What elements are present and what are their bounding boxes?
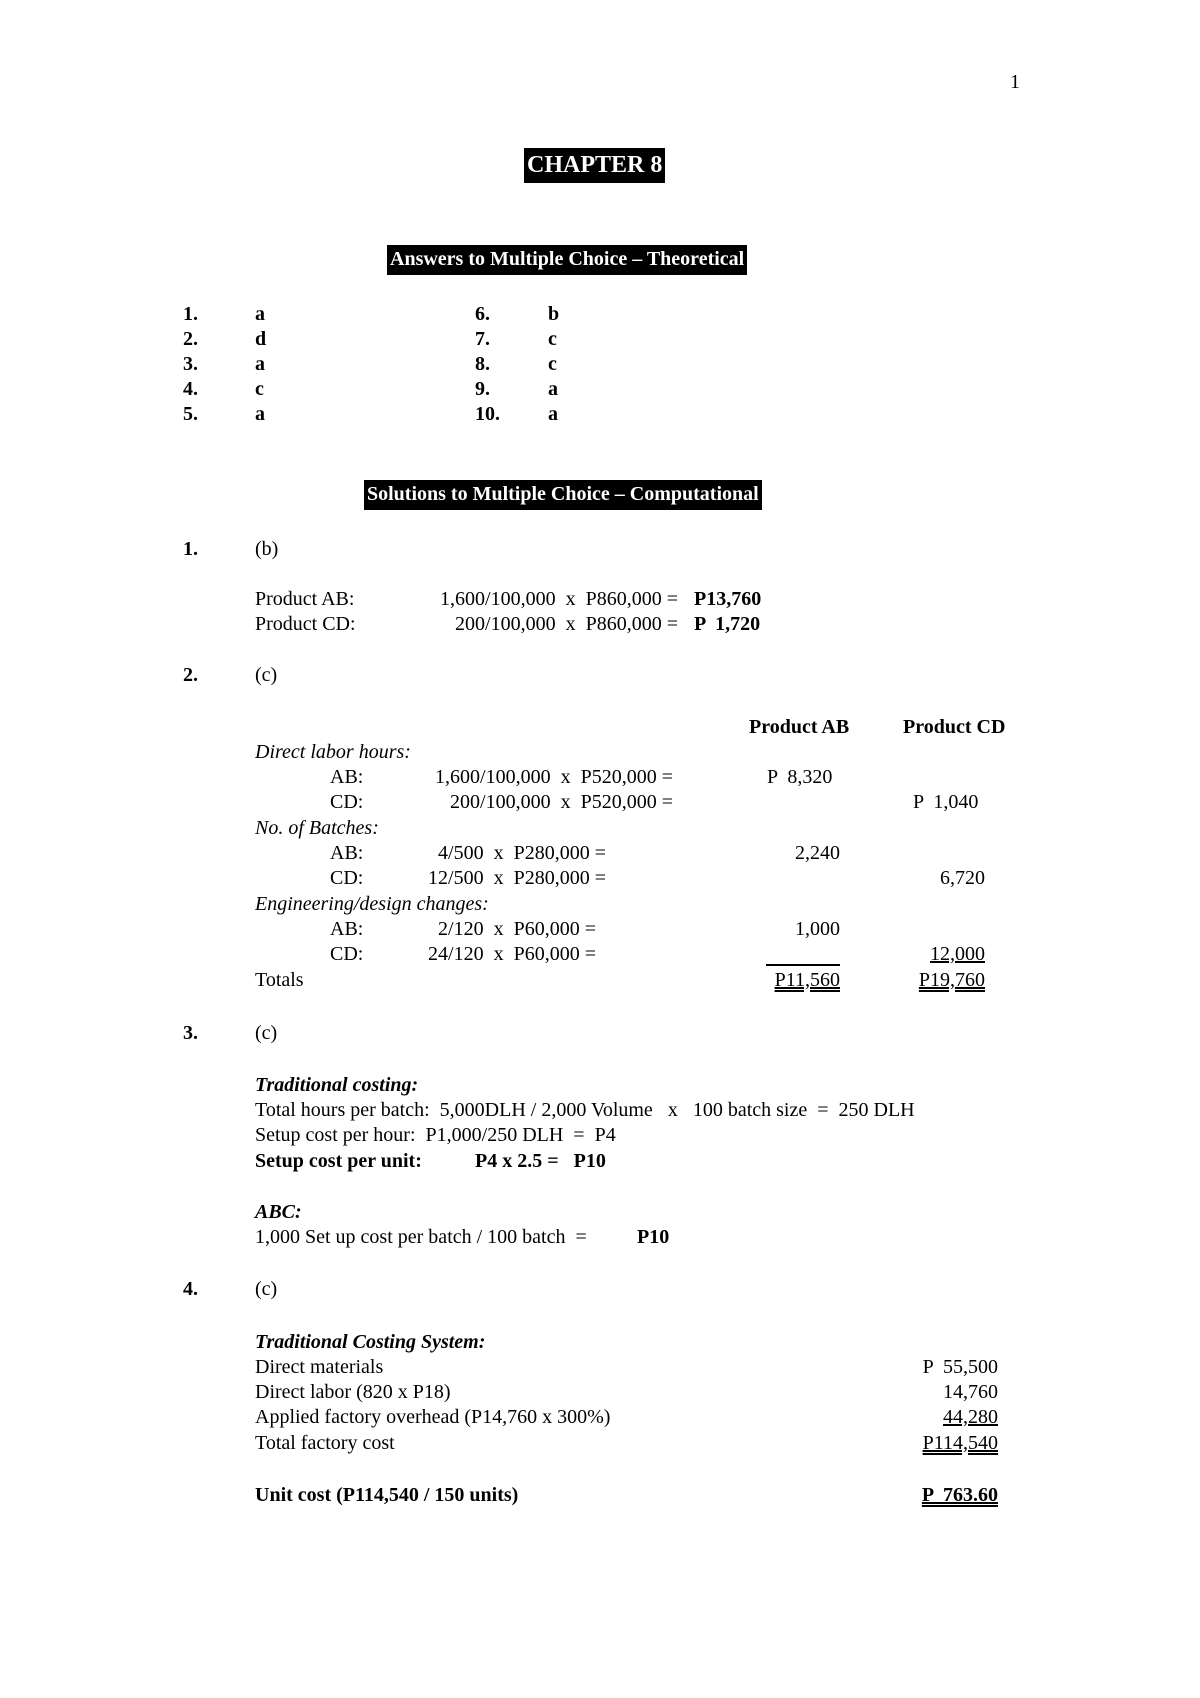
computational-heading: Solutions to Multiple Choice – Computational [364,480,762,510]
answer-num: 4. [183,378,198,400]
calc-line: 1,000 Set up cost per batch / 100 batch = [255,1226,587,1248]
subtotal-rule [766,964,840,966]
cost-label: Direct materials [255,1356,384,1378]
question-answer: (c) [255,664,278,686]
answer-letter: c [548,328,557,350]
section-title: ABC: [255,1201,302,1223]
answer-num: 6. [475,303,490,325]
row-formula: 2/120 x P60,000 = [438,918,596,940]
cd-value: 12,000 [930,943,985,965]
calc-result: P10 [637,1226,670,1248]
section-title: Engineering/design changes: [255,893,489,915]
row-label: CD: [330,791,364,813]
unit-cost-label: Unit cost (P114,540 / 150 units) [255,1484,519,1506]
answer-letter: a [548,403,558,425]
ab-value: 1,000 [795,918,840,940]
q1-label: Product AB: [255,588,355,610]
answer-num: 2. [183,328,198,350]
cost-value: P 55,500 [922,1356,998,1378]
page-number: 1 [1010,71,1020,93]
row-label: AB: [330,918,364,940]
q1-result: P 1,720 [694,613,761,635]
ab-value: 2,240 [795,842,840,864]
theoretical-heading: Answers to Multiple Choice – Theoretical [387,245,747,275]
answer-num: 8. [475,353,490,375]
answer-num: 1. [183,303,198,325]
cost-value: P114,540 [922,1432,998,1454]
ab-value: P 8,320 [767,766,833,788]
cost-label: Applied factory overhead (P14,760 x 300%) [255,1406,611,1428]
answer-letter: b [548,303,560,325]
total-cd: P19,760 [918,969,985,991]
answer-num: 5. [183,403,198,425]
row-formula: 24/120 x P60,000 = [428,943,596,965]
column-header-ab: Product AB [749,716,850,738]
question-number: 3. [183,1022,198,1044]
row-formula: 200/100,000 x P520,000 = [450,791,673,813]
cost-label: Total factory cost [255,1432,395,1454]
answer-num: 3. [183,353,198,375]
answer-num: 9. [475,378,490,400]
question-answer: (c) [255,1022,278,1044]
total-ab: P11,560 [774,969,840,991]
q1-result: P13,760 [694,588,762,610]
row-formula: 12/500 x P280,000 = [428,867,606,889]
question-number: 2. [183,664,198,686]
answer-letter: a [255,353,265,375]
cd-value: P 1,040 [913,791,979,813]
answer-letter: d [255,328,267,350]
question-number: 4. [183,1278,198,1300]
row-formula: 4/500 x P280,000 = [438,842,606,864]
question-number: 1. [183,538,198,560]
section-title: Traditional Costing System: [255,1331,486,1353]
answer-letter: a [255,403,265,425]
row-label: CD: [330,867,364,889]
calc-label: Setup cost per unit: [255,1150,422,1172]
question-answer: (c) [255,1278,278,1300]
chapter-title: CHAPTER 8 [524,148,665,183]
q1-formula: 1,600/100,000 x P860,000 = [440,588,678,610]
cost-value: 14,760 [943,1381,998,1403]
row-formula: 1,600/100,000 x P520,000 = [435,766,673,788]
calc-line: Setup cost per hour: P1,000/250 DLH = P4 [255,1124,616,1146]
cost-value: 44,280 [943,1406,998,1428]
q1-formula: 200/100,000 x P860,000 = [455,613,678,635]
answer-letter: a [255,303,265,325]
section-title: No. of Batches: [255,817,379,839]
answer-letter: c [255,378,264,400]
totals-label: Totals [255,969,304,991]
row-label: AB: [330,842,364,864]
column-header-cd: Product CD [903,716,1006,738]
answer-letter: a [548,378,558,400]
row-label: AB: [330,766,364,788]
answer-num: 7. [475,328,490,350]
question-answer: (b) [255,538,279,560]
unit-cost-value: P 763.60 [921,1484,998,1506]
section-title: Direct labor hours: [255,741,411,763]
section-title: Traditional costing: [255,1074,419,1096]
answer-letter: c [548,353,557,375]
cd-value: 6,720 [940,867,985,889]
q1-label: Product CD: [255,613,356,635]
answer-num: 10. [475,403,500,425]
calc-line: Total hours per batch: 5,000DLH / 2,000 Volume x 100 batch size = 250 DLH [255,1099,915,1121]
cost-label: Direct labor (820 x P18) [255,1381,451,1403]
row-label: CD: [330,943,364,965]
calc-result: P4 x 2.5 = P10 [475,1150,606,1172]
